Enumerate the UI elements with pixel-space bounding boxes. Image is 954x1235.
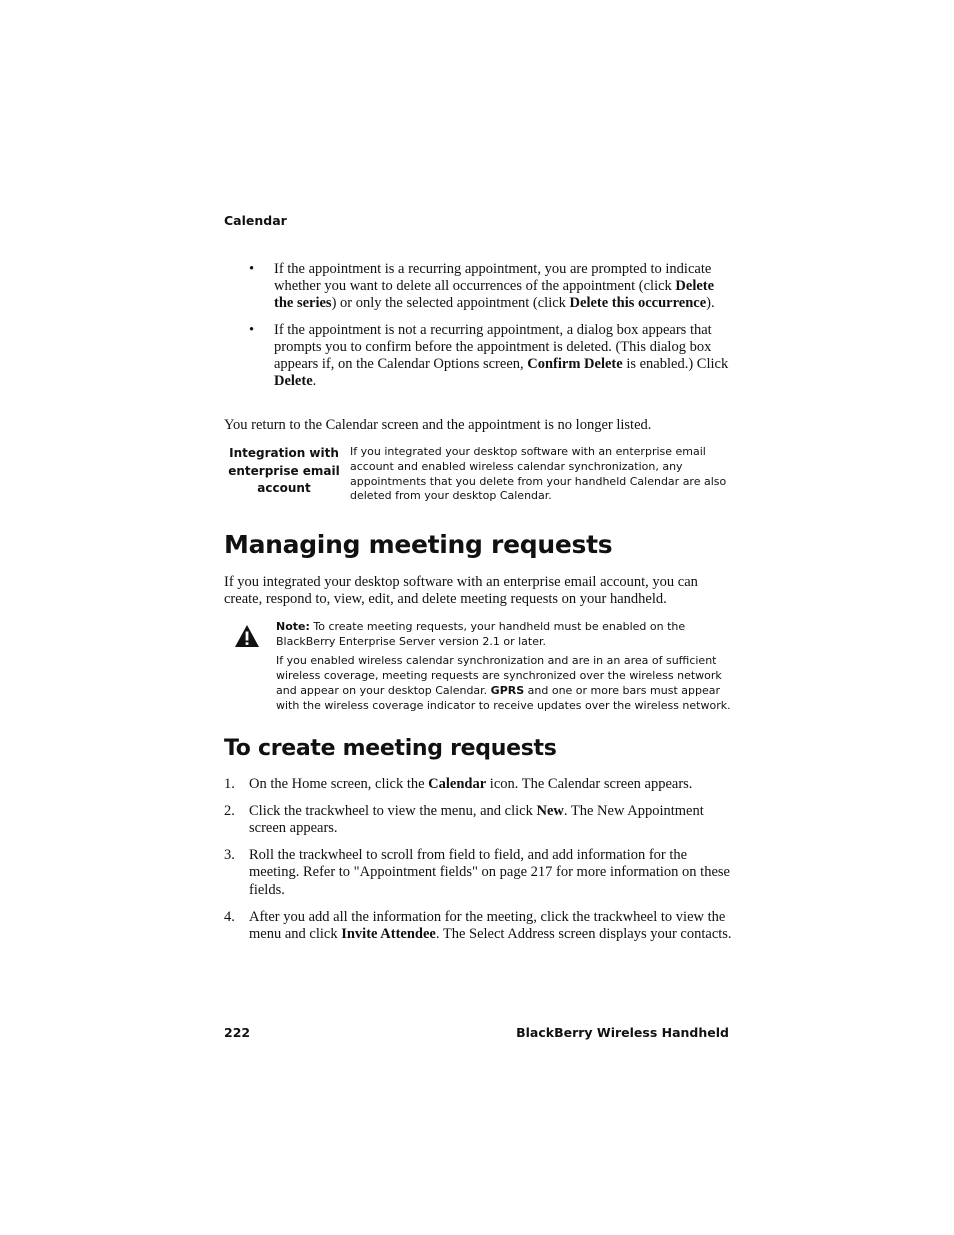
step-number: 2. (224, 803, 235, 819)
step-number: 3. (224, 847, 235, 864)
step-emphasis: Invite Attendee (341, 925, 436, 942)
bullet-text: is enabled.) Click (622, 356, 729, 373)
note-emphasis: GPRS (490, 684, 525, 697)
step-text: . The New Appointment screen appears. (249, 803, 704, 837)
step-emphasis: New (536, 803, 564, 819)
step-text: Roll the trackwheel to scroll from field to field, and add information for the meeting. Refer to "Appointment fields" on page 217 for more information on these fields. (249, 847, 730, 898)
bullet-item (224, 261, 734, 313)
integration-sidebar-text: If you integrated your desktop software with an enterprise email account and enabled wireless calendar synchronization, any appointments that you delete from your handheld Calendar are also deleted from your desktop Calendar. (350, 445, 727, 503)
bullet-mark: • (249, 261, 255, 277)
bullet-mark: • (249, 321, 255, 338)
section-heading: Managing meeting requests (224, 530, 613, 559)
step-number: 1. (224, 776, 235, 792)
running-header: Calendar (224, 213, 287, 228)
step-item (224, 909, 734, 943)
step-text: . The Select Address screen displays your contacts. (435, 925, 732, 942)
bullet-item (224, 322, 734, 391)
footer-page-number: 222 (224, 1025, 251, 1040)
section-intro: If you integrated your desktop software with an enterprise email account, you can create, respond to, view, edit, and delete meeting requests on your handheld. (224, 574, 698, 608)
integration-sidebar-label: Integration with enterprise email account (228, 446, 340, 495)
warning-icon (234, 624, 260, 648)
bullet-text: If the appointment is a recurring appointment, you are prompted to indicate whether you want to delete all occurrences of the appointment (click (274, 261, 712, 295)
bullet-text: . (312, 373, 317, 390)
bullet-text: If the appointment is not a recurring appointment, a dialog box appears that prompts you to confirm before the appointment is deleted. (This dialog box appears if, on the Calendar Options screen, (274, 321, 712, 373)
bullet-list (224, 261, 734, 399)
note-block (276, 619, 734, 713)
note-label: Note: (276, 620, 310, 633)
bullet-emphasis: Delete this occurrence (569, 295, 707, 312)
steps-list (224, 776, 734, 953)
bullet-emphasis: Delete (274, 373, 313, 390)
bullet-text: ) or only the selected appointment (click (331, 295, 570, 312)
note-text: To create meeting requests, your handheld must be enabled on the BlackBerry Enterprise Server version 2.1 or later. (276, 620, 686, 648)
note-text: If you enabled wireless calendar synchronization and are in an area of sufficient wireless coverage, meeting requests are synchronized over the wireless network and appear on your desktop Calendar. (276, 654, 722, 697)
note-text: and one or more bars must appear with the wireless coverage indicator to receive updates over the wireless network. (276, 684, 731, 712)
subsection-heading: To create meeting requests (224, 736, 557, 761)
step-item (224, 803, 734, 837)
step-text: icon. The Calendar screen appears. (486, 776, 693, 792)
step-emphasis: Calendar (428, 776, 487, 792)
note-paragraph (276, 653, 734, 713)
step-text: After you add all the information for the meeting, click the trackwheel to view the menu and click (249, 908, 726, 942)
step-item (224, 847, 734, 899)
step-text: Click the trackwheel to view the menu, and click (249, 803, 537, 819)
return-paragraph: You return to the Calendar screen and the appointment is no longer listed. (224, 417, 652, 433)
bullet-text: ). (706, 295, 715, 312)
step-number: 4. (224, 908, 235, 925)
bullet-emphasis: Confirm Delete (527, 356, 623, 373)
bullet-emphasis: Delete the series (274, 278, 715, 312)
step-text: On the Home screen, click the (249, 776, 429, 792)
footer-title: BlackBerry Wireless Handheld (516, 1025, 729, 1040)
step-item (224, 776, 734, 793)
note-paragraph (276, 619, 734, 649)
